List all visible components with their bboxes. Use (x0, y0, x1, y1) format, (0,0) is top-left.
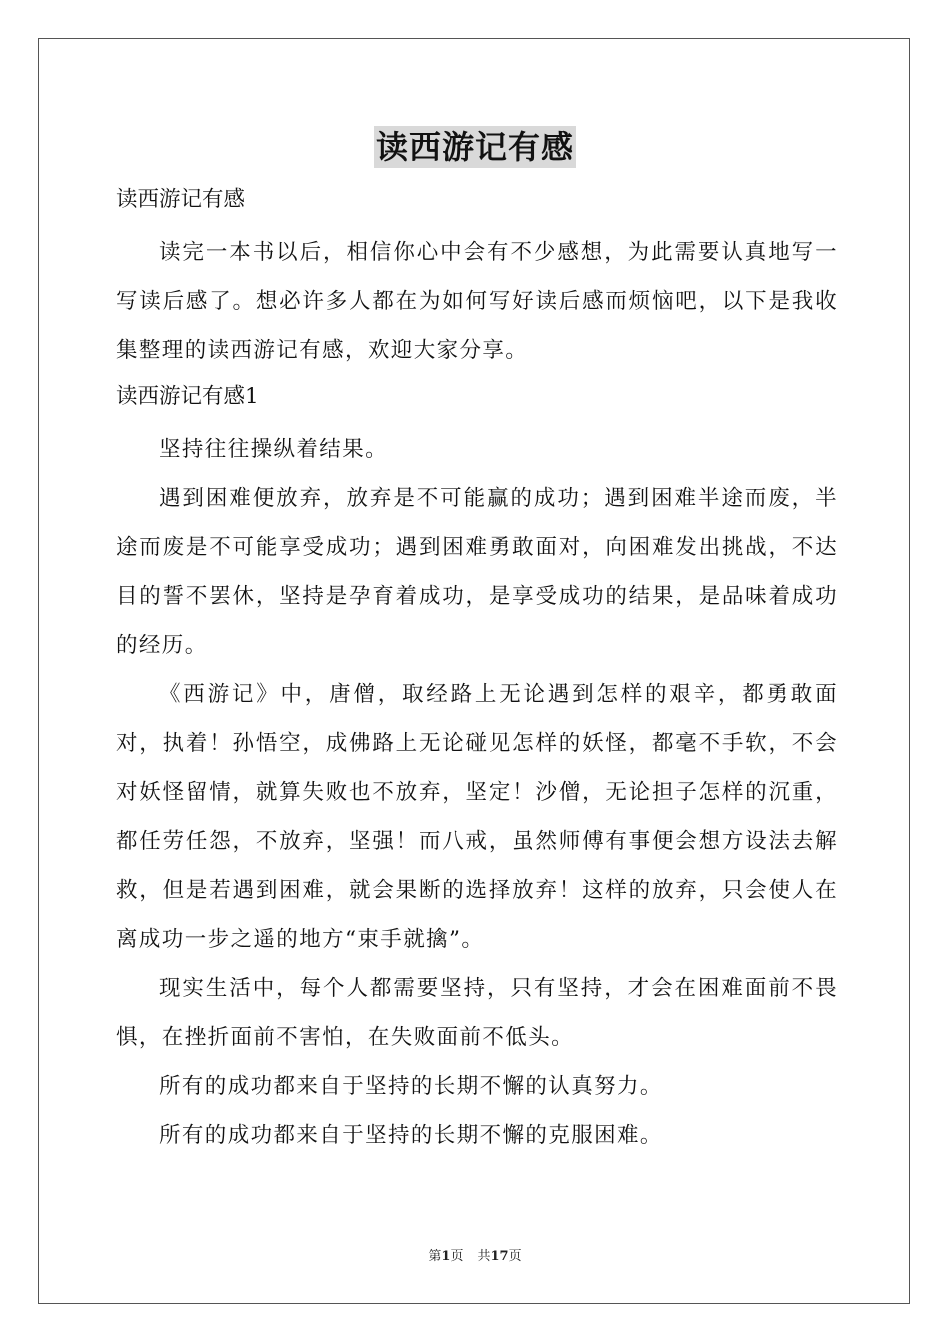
page-footer (0, 1248, 950, 1266)
total-pages: 17 (490, 1249, 509, 1264)
section-heading: 读西游记有感1 (116, 384, 259, 409)
document-title-wrap (0, 126, 950, 168)
page-prefix: 第 (428, 1249, 442, 1264)
document-subtitle: 读西游记有感 (116, 187, 246, 212)
page-suffix: 页 (450, 1249, 464, 1264)
paragraph-3: 《西游记》中，唐僧，取经路上无论遇到怎样的艰辛，都勇敢面对，执着！孙悟空，成佛路上无论碰见怎样的妖怪，都毫不手软，不会对妖怪留情，就算失败也不放弃，坚定！沙僧，无论担子怎样的沉重，都任劳任怨，不放弃，坚强！而八戒，虽然师傅有事便会想方设法去解救，但是若遇到困难，就会果断的选择放弃！这样的放弃，只会使人在离成功一步之遥的地方“束手就擒”。 (116, 682, 838, 952)
total-suffix: 页 (508, 1249, 522, 1264)
paragraph-5: 所有的成功都来自于坚持的长期不懈的认真努力。 (159, 1074, 663, 1099)
document-body (116, 178, 838, 1160)
intro-paragraph: 读完一本书以后，相信你心中会有不少感想，为此需要认真地写一写读后感了。想必许多人都在为如何写好读后感而烦恼吧，以下是我收集整理的读西游记有感，欢迎大家分享。 (116, 240, 838, 363)
document-title: 读西游记有感 (375, 128, 574, 166)
page-number: 1 (441, 1249, 451, 1264)
paragraph-6: 所有的成功都来自于坚持的长期不懈的克服困难。 (159, 1123, 663, 1148)
paragraph-4: 现实生活中，每个人都需要坚持，只有坚持，才会在困难面前不畏惧，在挫折面前不害怕，在失败面前不低头。 (116, 976, 838, 1050)
paragraph-2: 遇到困难便放弃，放弃是不可能赢的成功；遇到困难半途而废，半途而废是不可能享受成功；遇到困难勇敢面对，向困难发出挑战，不达目的誓不罢休，坚持是孕育着成功，是享受成功的结果，是品味着成功的经历。 (116, 486, 838, 658)
paragraph-1: 坚持往往操纵着结果。 (159, 437, 389, 462)
total-prefix: 共 (477, 1249, 491, 1264)
